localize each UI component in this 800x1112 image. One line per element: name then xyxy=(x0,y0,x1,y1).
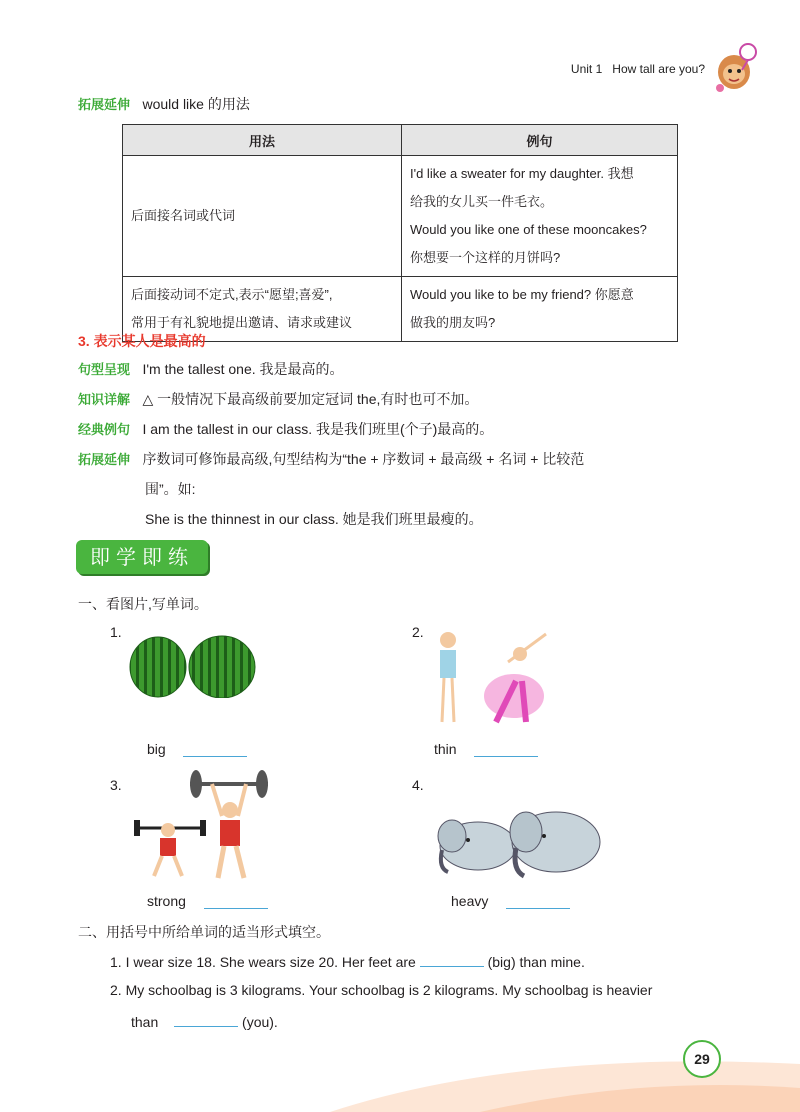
answer-blank[interactable] xyxy=(204,894,268,909)
elephants-image xyxy=(432,808,602,880)
table-cell-example xyxy=(402,156,678,277)
answer-blank[interactable] xyxy=(183,742,247,757)
page-number: 29 xyxy=(683,1040,721,1078)
point3-item xyxy=(78,419,493,439)
item-text: I'm the tallest one. 我是最高的。 xyxy=(142,361,344,377)
item-text: I am the tallest in our class. 我是我们班里(个子)最高的。 xyxy=(142,421,494,437)
usage-line: 后面接动词不定式,表示“愿望;喜爱”, xyxy=(131,287,333,302)
item-label: 知识详解 xyxy=(78,392,131,407)
item-number: 1. xyxy=(110,624,122,640)
footer-wave-decoration xyxy=(0,1030,800,1112)
usage-line: 常用于有礼貌地提出邀请、请求或建议 xyxy=(131,315,353,330)
question-text: 1. I wear size 18. She wears size 20. Her feet are xyxy=(110,954,416,970)
answer-blank[interactable] xyxy=(174,1012,238,1027)
practice-banner: 即学即练 xyxy=(76,540,208,574)
page-header xyxy=(571,62,705,76)
weightlifters-image xyxy=(130,768,270,880)
point3-title: 3. 表示某人是最高的 xyxy=(78,333,206,349)
word-thin: thin xyxy=(434,741,457,757)
extension-label: 拓展延伸 xyxy=(78,97,131,112)
item-label: 句型呈现 xyxy=(78,362,131,377)
point3-item xyxy=(78,359,344,379)
item-number: 2. xyxy=(412,624,424,640)
point3-item xyxy=(78,389,478,409)
cartoon-character-icon xyxy=(712,40,760,92)
question-2-cont xyxy=(131,1012,278,1030)
ext-continuation: 围”。如: xyxy=(145,481,196,497)
extension-heading xyxy=(78,94,250,114)
example-line: 给我的女儿买一件毛衣。 xyxy=(410,194,554,209)
item-text: 序数词可修饰最高级,句型结构为“the + 序数词 + 最高级 + 名词 + 比较范 xyxy=(142,451,585,467)
unit-label: Unit 1 xyxy=(570,62,603,76)
question-text: (big) than mine. xyxy=(487,954,585,970)
answer-blank[interactable] xyxy=(506,894,570,909)
word-big: big xyxy=(147,741,166,757)
example-line: Would you like to be my friend? 你愿意 xyxy=(410,287,634,302)
question-text: (you). xyxy=(242,1014,278,1030)
item-text: △ 一般情况下最高级前要加定冠词 the,有时也可不加。 xyxy=(142,391,479,407)
extension-text: would like 的用法 xyxy=(142,96,250,112)
word-heavy: heavy xyxy=(451,893,489,909)
question-2: 2. My schoolbag is 3 kilograms. Your schoolbag is 2 kilograms. My schoolbag is heavier xyxy=(110,982,653,998)
example-line: 做我的朋友吗? xyxy=(410,315,496,330)
item-number: 3. xyxy=(110,777,122,793)
ext-example: She is the thinnest in our class. 她是我们班里最瘦的。 xyxy=(145,511,483,527)
table-row xyxy=(123,277,678,342)
item-label: 经典例句 xyxy=(78,422,131,437)
exercise2-title: 二、用括号中所给单词的适当形式填空。 xyxy=(78,924,330,940)
table-row xyxy=(123,156,678,277)
item-label: 拓展延伸 xyxy=(78,452,131,467)
example-line: I'd like a sweater for my daughter. 我想 xyxy=(410,166,634,181)
exercise1-title: 一、看图片,写单词。 xyxy=(78,596,208,612)
item-number: 4. xyxy=(412,777,424,793)
watermelons-image xyxy=(128,634,258,698)
unit-title: How tall are you? xyxy=(612,62,705,76)
word-strong: strong xyxy=(147,893,186,909)
answer-blank[interactable] xyxy=(474,742,538,757)
table-cell-example xyxy=(402,277,678,342)
question-1 xyxy=(110,952,585,970)
would-like-table xyxy=(122,124,678,342)
example-line: 你想要一个这样的月饼吗? xyxy=(410,250,561,265)
table-header-usage: 用法 xyxy=(123,125,402,156)
table-cell-usage: 后面接名词或代词 xyxy=(123,156,402,277)
answer-blank[interactable] xyxy=(420,952,484,967)
example-line: Would you like one of these mooncakes? xyxy=(410,222,647,237)
table-header-example: 例句 xyxy=(402,125,678,156)
question-text: than xyxy=(131,1014,159,1030)
thin-girls-image xyxy=(430,626,560,726)
point3-item xyxy=(78,449,584,469)
